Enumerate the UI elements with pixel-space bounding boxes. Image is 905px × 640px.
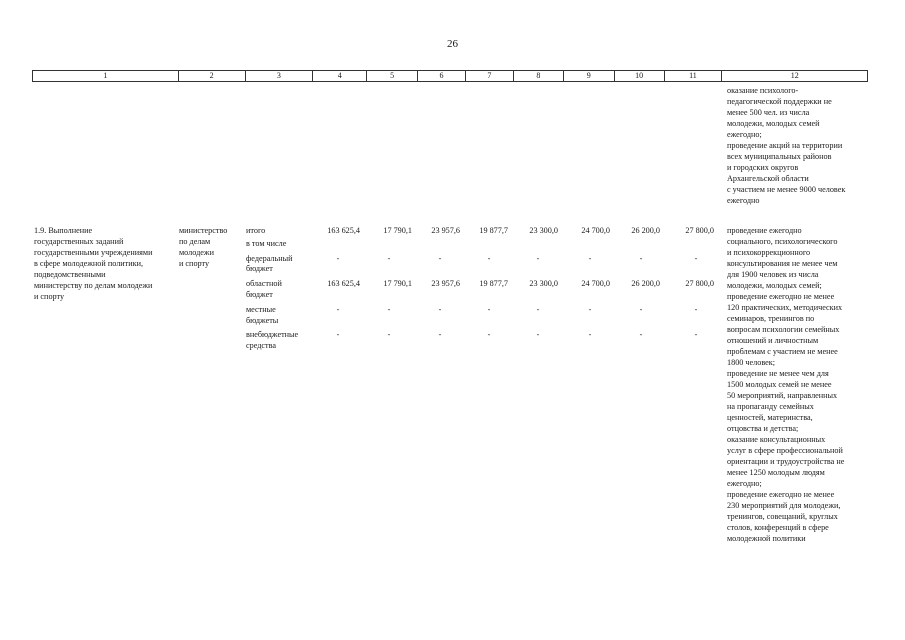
- title-line: государственными учреждениями: [34, 248, 153, 257]
- executor-line: министерство: [179, 226, 228, 235]
- header-cell-6: 6: [418, 71, 466, 81]
- result-line: тренингов, совещаний, круглых: [727, 512, 838, 521]
- value-cell: -: [336, 254, 340, 263]
- executor-line: по делам: [179, 237, 211, 246]
- funding-label: средства: [246, 341, 277, 350]
- value-cell: -: [536, 305, 540, 314]
- result-line: менее 1250 молодым людям: [727, 468, 825, 477]
- value-cell: -: [336, 330, 340, 339]
- note-line: педагогической поддержки не: [727, 97, 832, 106]
- value-cell: -: [639, 330, 643, 339]
- note-line: ежегодно: [727, 196, 760, 205]
- value-cell: -: [536, 254, 540, 263]
- value-cell: -: [438, 254, 442, 263]
- header-cell-11: 11: [665, 71, 723, 81]
- result-line: ежегодно;: [727, 479, 762, 488]
- header-cell-5: 5: [367, 71, 418, 81]
- executor-line: и спорту: [179, 259, 210, 268]
- value-cell: -: [588, 305, 592, 314]
- funding-label: областной: [246, 279, 282, 288]
- title-line: 1.9. Выполнение: [34, 226, 93, 235]
- value-cell: 27 800,0: [685, 226, 714, 235]
- note-line: проведение акций на территории: [727, 141, 843, 150]
- note-line: оказание психолого-: [727, 86, 799, 95]
- value-cell: 23 957,6: [431, 279, 460, 288]
- header-cell-12: 12: [790, 71, 799, 80]
- result-line: ориентации и трудоустройства не: [727, 457, 845, 466]
- result-line: столов, конференций в сфере: [727, 523, 829, 532]
- result-line: услуг в сфере профессиональной: [727, 446, 843, 455]
- title-line: министерству по делам молодежи: [34, 281, 153, 290]
- value-cell: -: [487, 330, 491, 339]
- result-line: семинаров, тренингов по: [727, 314, 815, 323]
- value-cell: -: [694, 305, 698, 314]
- result-line: 230 мероприятий для молодежи,: [727, 501, 841, 510]
- result-line: для 1900 человек из числа: [727, 270, 819, 279]
- value-cell: 163 625,4: [327, 226, 360, 235]
- note-line: ежегодно;: [727, 130, 762, 139]
- funding-label: бюджет: [246, 264, 273, 273]
- value-cell: 23 300,0: [529, 226, 558, 235]
- result-line: 1800 человек;: [727, 358, 776, 367]
- value-cell: 23 957,6: [431, 226, 460, 235]
- value-cell: 163 625,4: [327, 279, 360, 288]
- note-line: менее 500 чел. из числа: [727, 108, 810, 117]
- value-cell: 26 200,0: [631, 279, 660, 288]
- funding-label: бюджет: [246, 290, 273, 299]
- result-line: проведение не менее чем для: [727, 369, 829, 378]
- note-line: и городских округов: [727, 163, 799, 172]
- value-cell: -: [438, 305, 442, 314]
- title-line: в сфере молодежной политики,: [34, 259, 144, 268]
- page-number: 26: [447, 38, 458, 50]
- value-cell: -: [536, 330, 540, 339]
- value-cell: 19 877,7: [479, 226, 508, 235]
- value-cell: -: [336, 305, 340, 314]
- value-cell: 26 200,0: [631, 226, 660, 235]
- header-cell-2: 2: [179, 71, 246, 81]
- value-cell: 24 700,0: [581, 279, 610, 288]
- result-line: проблемам с участием не менее: [727, 347, 838, 356]
- result-line: вопросам психологии семейных: [727, 325, 840, 334]
- result-line: на пропаганду семейных: [727, 402, 814, 411]
- header-cell-9: 9: [564, 71, 615, 81]
- value-cell: -: [387, 330, 391, 339]
- result-line: социального, психологического: [727, 237, 838, 246]
- header-cell-3: 3: [246, 71, 314, 81]
- value-cell: -: [588, 330, 592, 339]
- value-cell: -: [694, 330, 698, 339]
- executor-line: молодежи: [179, 248, 214, 257]
- header-cell-1: 1: [33, 71, 179, 81]
- header-cell-7: 7: [466, 71, 514, 81]
- value-cell: -: [387, 305, 391, 314]
- value-cell: -: [487, 254, 491, 263]
- note-line: молодежи, молодых семей: [727, 119, 820, 128]
- title-line: и спорту: [34, 292, 65, 301]
- result-line: молодежной политики: [727, 534, 806, 543]
- result-line: проведение ежегодно: [727, 226, 802, 235]
- value-cell: 19 877,7: [479, 279, 508, 288]
- value-cell: -: [387, 254, 391, 263]
- value-cell: -: [639, 305, 643, 314]
- result-line: 120 практических, методических: [727, 303, 843, 312]
- result-line: и психокоррекционного: [727, 248, 811, 257]
- value-cell: -: [487, 305, 491, 314]
- result-line: 50 мероприятий, направленных: [727, 391, 838, 400]
- funding-label: итого: [246, 226, 266, 235]
- result-line: проведение ежегодно не менее: [727, 490, 835, 499]
- result-line: оказание консультационных: [727, 435, 826, 444]
- header-cell-4: 4: [313, 71, 367, 81]
- funding-label: бюджеты: [246, 316, 279, 325]
- result-line: ценностей, материнства,: [727, 413, 813, 422]
- value-cell: -: [438, 330, 442, 339]
- note-line: с участием не менее 9000 человек: [727, 185, 846, 194]
- result-line: 1500 молодых семей не менее: [727, 380, 832, 389]
- funding-label: в том числе: [246, 239, 287, 248]
- value-cell: 17 790,1: [383, 279, 412, 288]
- result-line: проведение ежегодно не менее: [727, 292, 835, 301]
- title-line: государственных заданий: [34, 237, 124, 246]
- funding-label: внебюджетные: [246, 330, 299, 339]
- funding-label: федеральный: [246, 254, 293, 263]
- value-cell: -: [588, 254, 592, 263]
- result-line: отцовства и детства;: [727, 424, 799, 433]
- result-line: консультирования не менее чем: [727, 259, 838, 268]
- result-line: молодежи, молодых семей;: [727, 281, 822, 290]
- value-cell: 27 800,0: [685, 279, 714, 288]
- note-line: всех муниципальных районов: [727, 152, 832, 161]
- value-cell: 17 790,1: [383, 226, 412, 235]
- value-cell: 23 300,0: [529, 279, 558, 288]
- value-cell: -: [639, 254, 643, 263]
- header-cell-10: 10: [615, 71, 665, 81]
- note-line: Архангельской области: [727, 174, 809, 183]
- title-line: подведомственными: [34, 270, 106, 279]
- table-header-row: [32, 70, 868, 82]
- value-cell: 24 700,0: [581, 226, 610, 235]
- funding-label: местные: [246, 305, 276, 314]
- header-cell-8: 8: [514, 71, 564, 81]
- value-cell: -: [694, 254, 698, 263]
- result-line: отношений и личностным: [727, 336, 819, 345]
